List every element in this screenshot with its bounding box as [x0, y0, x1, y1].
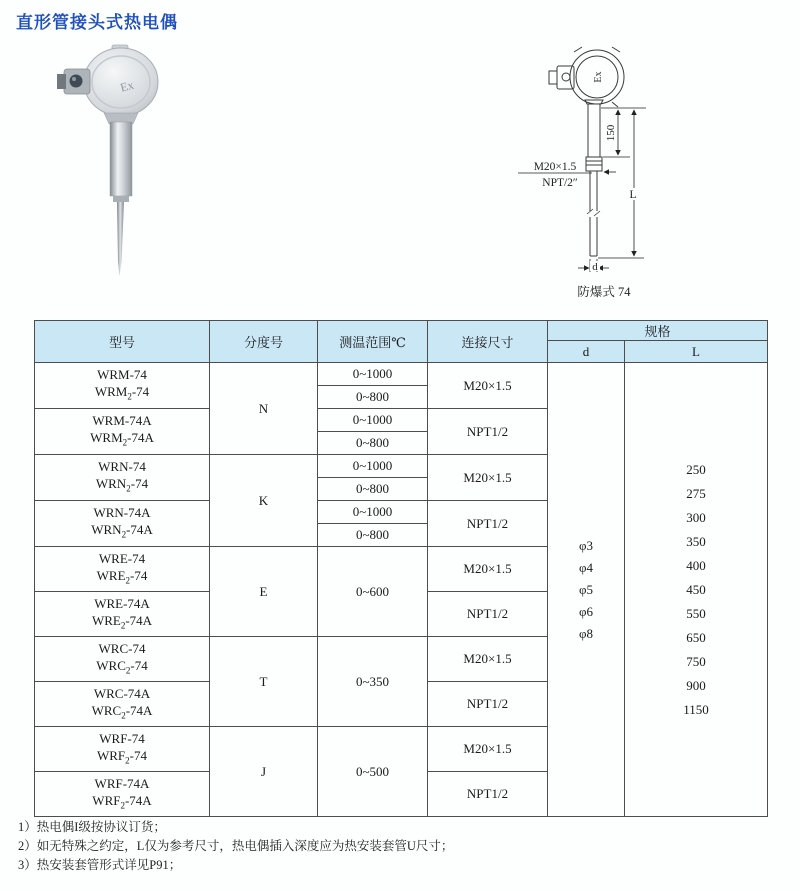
model-line2-base: WRM	[94, 384, 128, 400]
footnote-1: 1）热电偶I级按协议订货；	[18, 820, 166, 834]
model-line2-rest: -74	[130, 567, 148, 583]
model-line2-rest: -74	[130, 657, 148, 673]
range-cell: 0~800	[318, 524, 428, 547]
model-line2-base: WRE	[91, 612, 121, 628]
connection-cell: NPT1/2	[428, 682, 548, 727]
thermocouple-head-photo	[57, 45, 158, 116]
model-cell	[35, 682, 210, 727]
range-cell: 0~800	[318, 386, 428, 409]
dim-d-label: d	[592, 261, 598, 273]
model-cell	[35, 501, 210, 547]
L-value: 550	[686, 605, 706, 621]
model-line1: WRM-74	[97, 367, 147, 383]
model-cell	[35, 592, 210, 637]
diagram-caption: 防爆式 74	[577, 285, 631, 299]
footnote-3: 3）热安装套管形式详见P91；	[18, 858, 182, 872]
range-cell: 0~800	[318, 432, 428, 455]
model-line1: WRC-74A	[93, 685, 151, 701]
model-subscript: 2	[120, 800, 125, 811]
footnote-2: 2）如无特殊之约定，L仅为参考尺寸，热电偶插入深度应为热安装套管U尺寸；	[18, 839, 454, 853]
d-value: φ6	[578, 603, 593, 619]
model-subscript: 2	[120, 620, 126, 631]
col-header-connection: 连接尺寸	[428, 321, 548, 363]
connection-cell: NPT1/2	[428, 409, 548, 455]
model-line2-rest: -74A	[125, 612, 153, 628]
L-value: 650	[686, 629, 706, 645]
model-line2-base: WRC	[96, 657, 126, 673]
model-subscript: 2	[125, 575, 131, 586]
dim-150-label: 150	[605, 124, 617, 142]
model-cell	[35, 772, 210, 817]
d-value: φ8	[578, 625, 593, 641]
model-line1: WRM-74A	[92, 413, 152, 429]
model-line2-rest: -74A	[126, 522, 153, 538]
diagram-ex-marking: Ex	[593, 71, 604, 83]
model-cell	[35, 637, 210, 682]
connection-cell: M20×1.5	[428, 455, 548, 501]
cable-entry-photo	[57, 69, 90, 94]
col-header-spec: 规格	[548, 321, 768, 341]
L-value: 750	[686, 653, 706, 669]
dimension-lines	[518, 108, 646, 272]
graduation-cell: K	[210, 455, 318, 547]
model-line1: WRE-74A	[94, 595, 150, 611]
col-header-d: d	[548, 341, 625, 363]
model-line2-base: WRN	[95, 476, 127, 492]
L-value: 350	[686, 533, 706, 549]
model-cell	[35, 455, 210, 501]
d-value: φ3	[578, 537, 593, 553]
range-cell: 0~1000	[318, 455, 428, 478]
model-line2-rest: -74A	[125, 702, 153, 718]
d-values-cell	[548, 363, 625, 817]
table-row	[35, 363, 768, 386]
col-header-range: 测温范围℃	[318, 321, 428, 363]
model-cell	[35, 409, 210, 455]
model-line2-base: WRE	[96, 567, 126, 583]
footnotes	[18, 818, 758, 875]
model-line1: WRF-74A	[94, 775, 150, 791]
graduation-cell: J	[210, 727, 318, 817]
connection-cell: NPT1/2	[428, 592, 548, 637]
connection-cell: NPT1/2	[428, 501, 548, 547]
thermocouple-stem-photo	[104, 113, 138, 276]
model-line2-rest: -74	[130, 476, 149, 492]
graduation-cell: N	[210, 363, 318, 455]
L-value: 450	[686, 581, 706, 597]
L-value: 300	[686, 509, 706, 525]
connection-cell: M20×1.5	[428, 547, 548, 592]
col-header-model: 型号	[35, 321, 210, 363]
model-subscript: 2	[122, 437, 128, 448]
graduation-cell: T	[210, 637, 318, 727]
model-line2-rest: -74A	[127, 430, 154, 446]
graduation-cell: E	[210, 547, 318, 637]
page-title: 直形管接头式热电偶	[16, 13, 178, 32]
model-cell	[35, 363, 210, 409]
model-subscript: 2	[121, 710, 126, 721]
dim-L-label: L	[629, 189, 637, 201]
model-line1: WRN-74	[98, 459, 146, 475]
connection-cell: M20×1.5	[428, 363, 548, 409]
L-value: 900	[686, 677, 706, 693]
connection-cell: M20×1.5	[428, 637, 548, 682]
model-subscript: 2	[125, 665, 131, 676]
model-cell	[35, 727, 210, 772]
model-subscript: 2	[125, 755, 130, 766]
range-cell: 0~1000	[318, 363, 428, 386]
model-line1: WRF-74	[99, 730, 145, 746]
model-line1: WRE-74	[98, 550, 146, 566]
model-line2-base: WRC	[91, 702, 122, 718]
L-value: 1150	[683, 701, 709, 717]
model-cell	[35, 547, 210, 592]
model-line2-base: WRF	[96, 747, 126, 763]
d-value: φ5	[578, 581, 593, 597]
thread-label-npt: NPT/2″	[542, 177, 578, 189]
thread-label-m20: M20×1.5	[533, 161, 577, 173]
model-line2-rest: -74A	[124, 792, 152, 808]
d-value: φ4	[578, 559, 593, 575]
range-cell: 0~350	[318, 637, 428, 727]
product-photo	[48, 42, 198, 287]
model-line1: WRN-74A	[93, 505, 151, 521]
model-subscript: 2	[127, 391, 132, 402]
model-line2-base: WRN	[91, 522, 122, 538]
range-cell: 0~500	[318, 727, 428, 817]
model-line2-rest: -74	[129, 747, 147, 763]
L-value: 275	[686, 485, 706, 501]
model-line1: WRC-74	[98, 640, 146, 656]
model-line2-base: WRF	[92, 792, 121, 808]
L-value: 400	[686, 557, 706, 573]
connection-cell: NPT1/2	[428, 772, 548, 817]
photo-ex-marking: Ex	[118, 77, 136, 95]
connection-cell: M20×1.5	[428, 727, 548, 772]
col-header-L: L	[625, 341, 768, 363]
model-line2-rest: -74	[131, 384, 150, 400]
range-cell: 0~1000	[318, 501, 428, 524]
L-value: 250	[686, 461, 706, 477]
model-line2-base: WRM	[90, 430, 123, 446]
model-subscript: 2	[126, 483, 131, 494]
range-cell: 0~600	[318, 547, 428, 637]
range-cell: 0~1000	[318, 409, 428, 432]
drawing-outline	[549, 47, 624, 256]
header-row-1	[35, 321, 768, 341]
L-values-cell	[625, 363, 768, 817]
model-subscript: 2	[121, 529, 127, 540]
range-cell: 0~800	[318, 478, 428, 501]
spec-table	[34, 320, 768, 817]
col-header-graduation: 分度号	[210, 321, 318, 363]
dimension-diagram	[505, 38, 685, 300]
